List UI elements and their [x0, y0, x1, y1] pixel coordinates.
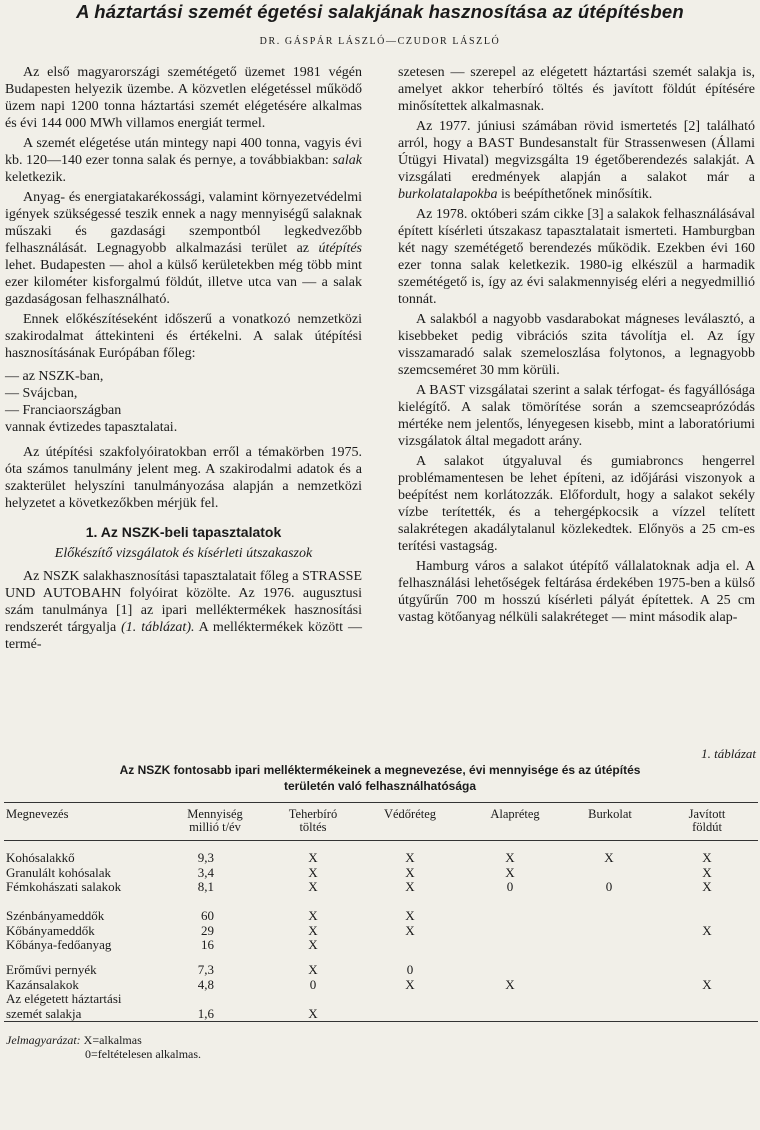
- table-bottom-rule: [4, 1021, 758, 1022]
- row-name: Szénbányameddők: [6, 908, 105, 923]
- row-quantity: 16: [201, 937, 214, 952]
- row-name: Kazánsalakok: [6, 976, 79, 992]
- row-mark: X: [308, 1005, 318, 1021]
- row-name: szemét salakja: [6, 1005, 82, 1021]
- row-mark: X: [308, 962, 318, 977]
- header-protective-layer: Védőréteg: [383, 807, 437, 821]
- row-quantity: 29: [201, 922, 214, 938]
- row-mark: X: [702, 922, 712, 938]
- row-mark: X: [702, 976, 712, 992]
- row-mark: X: [505, 850, 515, 865]
- paragraph: Az útépítési szakfolyóiratokban erről a témakörben 1975. óta számos tanulmány jelent meg. A szakirodalmi adatok és a szakterület helyszíni tanulmányozása alapján a nemzetközi helyzetet a következőkben mérjük fel.: [5, 445, 362, 511]
- row-mark: X: [308, 879, 318, 894]
- row-mark: X: [405, 879, 415, 894]
- row-mark: X: [505, 976, 515, 992]
- paragraph: Az 1978. októberi szám cikke [3] a salakok felhasználásával épített kísérleti útszakasz tapasztalatait ismerteti. Hamburgban két nagy szemétégető berendezés működik. Ezekben évi 160 ezer tonna salak keletkezik. 1980-ig elkészül a harmadik szemétégető is, így az évi salakmennyiség eléri a negyedmillió tonnát.: [398, 207, 755, 307]
- row-quantity: 4,8: [197, 976, 214, 992]
- section-heading: 1. Az NSZK-beli tapasztalatok: [85, 524, 282, 540]
- subsection-heading: Előkészítő vizsgálatok és kísérleti útszakaszok: [54, 546, 313, 561]
- paragraph: Az első magyarországi szemétégető üzemet 1981 végén Budapesten helyezik üzembe. A közvetlen elégetéssel működő üzem napi 1200 tonna háztartási szemét elégetésére alkalmas és évi 144 000 MWh villamos energiát termel.: [5, 65, 362, 131]
- country-list: [5, 368, 362, 419]
- row-mark: X: [405, 864, 415, 880]
- header-quantity: Mennyiség millió t/év: [187, 807, 243, 834]
- row-mark: X: [308, 937, 318, 952]
- paragraph: Az NSZK salakhasznosítási tapasztalatait főleg a STRASSE UND AUTOBAHN folyóirat közölte. Az 1976. augusztusi szám tanulmánya [1] az ipari melléktermékek hasznosítási rendszerét tárgyalja (1. táblázat). A melléktermékek között — termé-: [5, 569, 362, 652]
- paragraph: A salakot útgyaluval és gumiabroncs hengerrel problémamentesen be lehet építeni, az időjárási viszonyok a beépítést nem korlátozzák. Előfordult, hogy a salakot sekély vízbe terítették, és a tehergépkocsik a vízzel telített salakrétegen akadálytalanul közlekedtek. Előnyös a 25 cm-es terítési vastagság.: [398, 454, 755, 554]
- header-name: Megnevezés: [6, 807, 69, 821]
- header-base-layer: Alapréteg: [490, 807, 540, 821]
- row-name: Kőbánya-fedőanyag: [6, 937, 112, 952]
- header-load-bearing-fill: Teherbíró töltés: [288, 807, 338, 834]
- row-quantity: 9,3: [197, 850, 214, 865]
- paragraph: Anyag- és energiatakarékossági, valamint környezetvédelmi igények szükségessé teszik ennek a nagy mennyiségű salaknak műszaki és gazdasági szempontból legkedvezőbb felhasználását. Legnagyobb alkalmazási terület az útépítés lehet. Budapesten — ahol a külső kerületekben még több mint ezer kilométer kisforgalmú földút, illetve utca van — a salak gazdaságosan felhasználható.: [5, 190, 362, 307]
- row-name: Az elégetett háztartási: [6, 991, 122, 1006]
- row-mark: X: [505, 864, 515, 880]
- row-name: Granulált kohósalak: [6, 864, 112, 880]
- list-item: — az NSZK-ban,: [5, 369, 104, 384]
- row-name: Kohósalakkő: [6, 850, 75, 865]
- row-mark: X: [308, 922, 318, 938]
- row-name: Fémkohászati salakok: [6, 879, 122, 894]
- header-pavement: Burkolat: [588, 807, 632, 821]
- table-number: 1. táblázat: [701, 746, 756, 761]
- row-mark: X: [405, 850, 415, 865]
- row-mark: X: [405, 908, 415, 923]
- row-quantity: 8,1: [197, 879, 214, 894]
- row-quantity: 7,3: [197, 962, 214, 977]
- row-mark: X: [308, 864, 318, 880]
- row-mark: X: [405, 922, 415, 938]
- paragraph: Ennek előkészítéseként időszerű a vonatkozó nemzetközi szakirodalmat áttekinteni és értékelni. A salak útépítési hasznosításának Európában főleg:: [5, 312, 362, 361]
- row-mark: 0: [406, 962, 414, 977]
- legend: Jelmagyarázat: X=alkalmas 0=feltételesen alkalmas.: [6, 1033, 202, 1061]
- row-mark: X: [702, 864, 712, 880]
- row-quantity: 60: [201, 908, 214, 923]
- paragraph: szetesen — szerepel az elégetett háztartási szemét salakja is, amelyet akkor teherbíró töltés és javított földút építésére minősítettek alkalmasnak.: [398, 65, 755, 114]
- row-mark: X: [604, 850, 614, 865]
- row-mark: X: [702, 879, 712, 894]
- row-mark: X: [702, 850, 712, 865]
- row-name: Kőbányameddők: [6, 922, 95, 938]
- row-mark: 0: [506, 879, 514, 894]
- paragraph: Hamburg város a salakot útépítő vállalatoknak adja el. A felhasználási lehetőségek feltárása érdekében 1975-ben a külső útgyűrűn 700 m hosszú kísérleti pályát építettek. A 25 cm vastag kötőanyag nélküli salakréteget — mint második alap-: [398, 559, 755, 625]
- row-mark: X: [308, 908, 318, 923]
- article-title: A háztartási szemét égetési salakjának hasznosítása az útépítésben: [76, 1, 684, 22]
- row-mark: X: [308, 850, 318, 865]
- list-item: — Franciaországban: [5, 403, 122, 418]
- right-column: [398, 64, 755, 629]
- paragraph: Az 1977. júniusi számában rövid ismertetés [2] található arról, hogy a BAST Bundesanstalt für Strassenwesen (Állami Útügyi Hivatal) megvizsgálta 19 égetőberendezés salakját. A vizsgálati eredmények alapján a salakot már a burkolatalapokba is beépíthetőnek minősítik.: [398, 119, 755, 202]
- paragraph: A szemét elégetése után mintegy napi 400 tonna, vagyis évi kb. 120—140 ezer tonna salak és pernye, a továbbiakban: salak keletkezik.: [5, 136, 362, 185]
- table-header-rule: [4, 840, 758, 841]
- row-mark: 0: [605, 879, 613, 894]
- article-authors: DR. GÁSPÁR LÁSZLÓ—CZUDOR LÁSZLÓ: [259, 36, 501, 47]
- table-title: Az NSZK fontosabb ipari melléktermékeinek a megnevezése, évi mennyisége és az útépítés területén való felhasználhatósága: [119, 763, 641, 793]
- paragraph: vannak évtizedes tapasztalatai.: [5, 420, 178, 435]
- row-mark: X: [405, 976, 415, 992]
- row-quantity: 1,6: [197, 1005, 214, 1021]
- row-name: Erőművi pernyék: [6, 962, 97, 977]
- paragraph: A BAST vizsgálatai szerint a salak térfogat- és fagyállósága kielégítő. A salak tömörítése során a szemcseaprózódás mértéke nem jelentős, lényegesen kisebb, mint a laboratóriumi vizsgálatok által megadott arány.: [398, 383, 755, 449]
- paragraph: A salakból a nagyobb vasdarabokat mágneses leválasztó, a kisebbeket pedig vibrációs szita távolítja el. Az így visszamaradó salak szemeloszlása folytonos, a legnagyobb szemcseméret 30 mm körüli.: [398, 312, 755, 378]
- row-mark: 0: [309, 976, 317, 992]
- row-quantity: 3,4: [197, 864, 214, 880]
- list-item: — Svájcban,: [5, 386, 78, 401]
- header-improved-earth-road: Javított földút: [688, 807, 726, 834]
- table-top-rule: [4, 802, 758, 803]
- left-column: [5, 64, 362, 656]
